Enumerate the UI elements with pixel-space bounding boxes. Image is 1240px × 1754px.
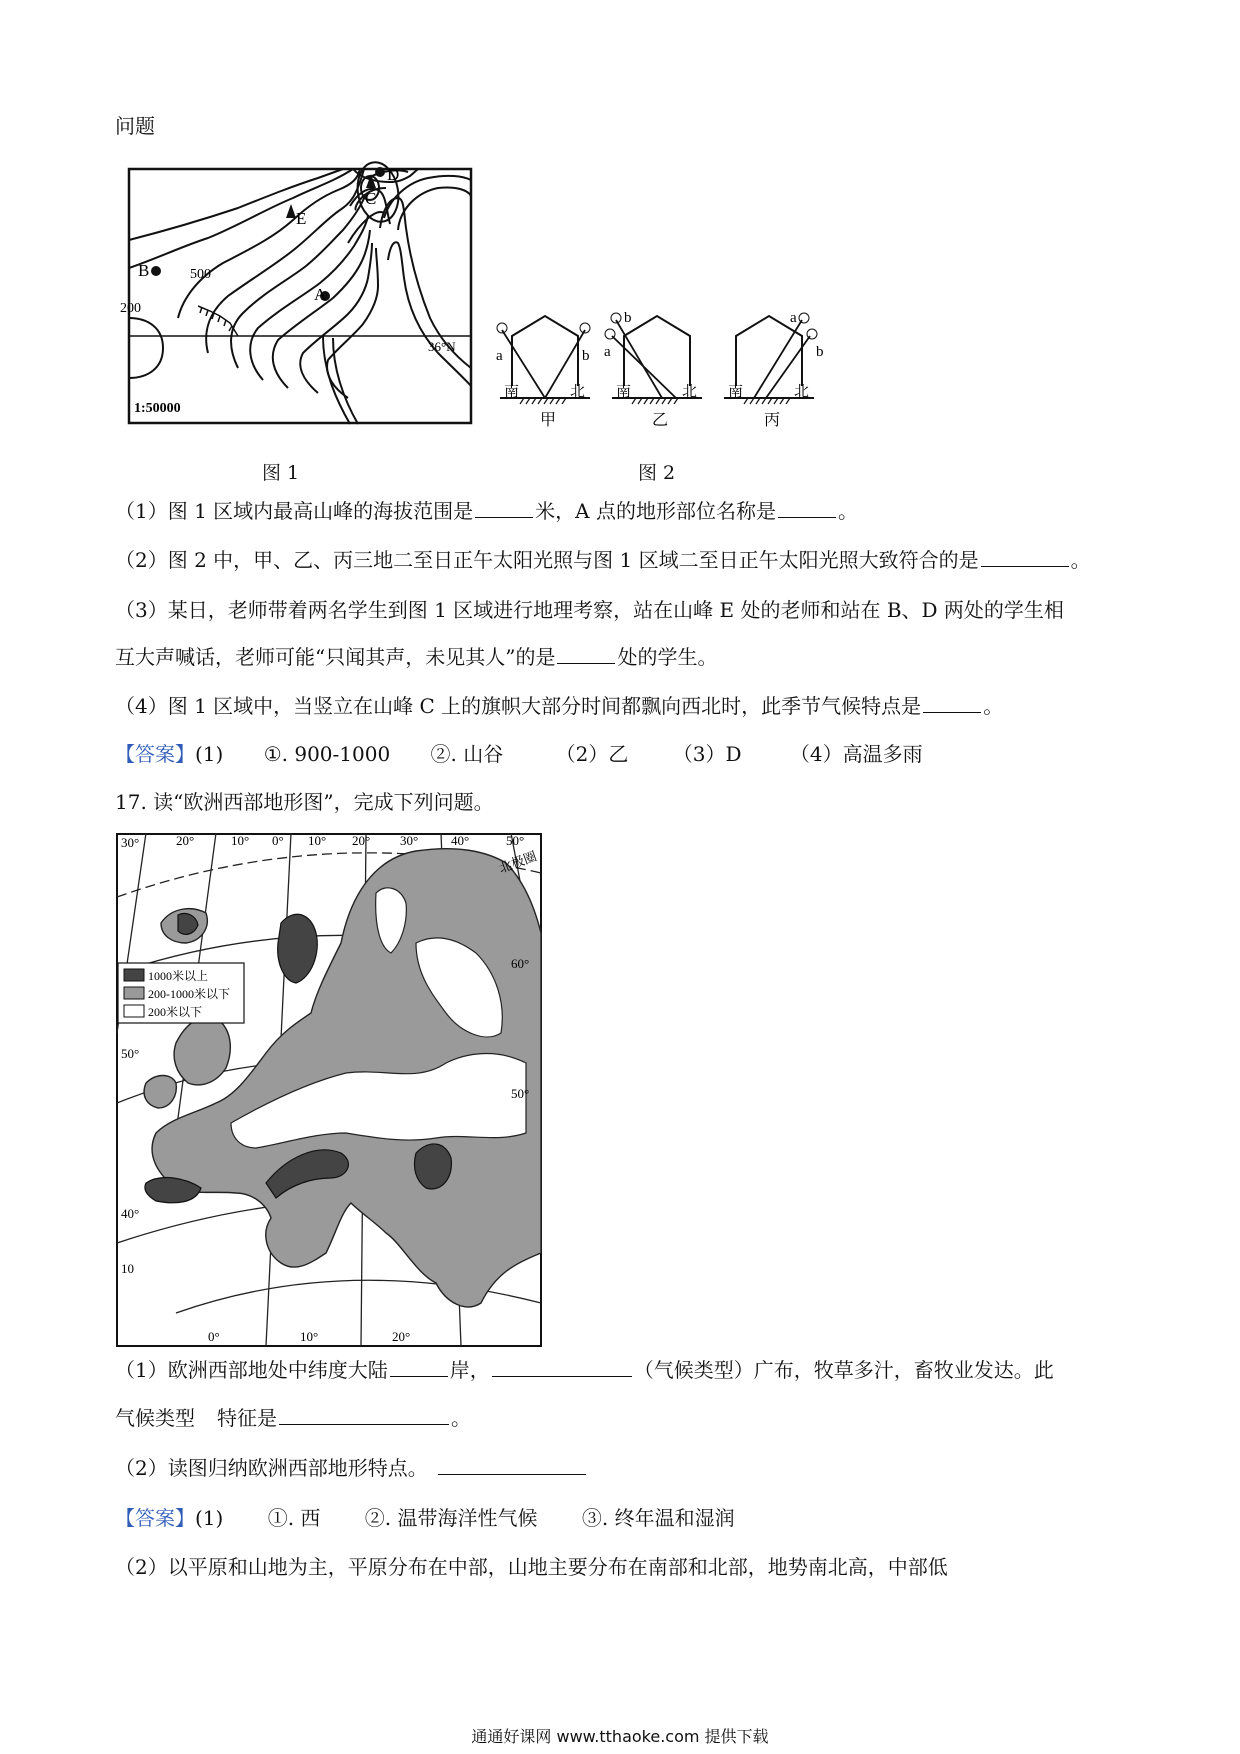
section-heading: 问题 [115, 114, 155, 138]
figure2-panel-jia [496, 316, 590, 429]
svg-text:a: a [496, 348, 503, 364]
svg-text:b: b [624, 310, 632, 326]
svg-text:北极圈: 北极圈 [496, 848, 539, 876]
svg-text:40°: 40° [451, 833, 470, 848]
svg-text:30°: 30° [400, 833, 419, 848]
svg-text:北: 北 [794, 384, 810, 400]
svg-text:50°: 50° [511, 1086, 530, 1101]
q17-sub2: （2）读图归纳欧洲西部地形特点。 [115, 1454, 588, 1482]
svg-text:20°: 20° [176, 833, 195, 848]
figure2-caption: 图 2 [638, 462, 676, 484]
svg-text:b: b [816, 344, 824, 360]
svg-text:乙: 乙 [652, 412, 669, 429]
q16-sub4: （4）图 1 区域中，当竖立在山峰 C 上的旗帜大部分时间都飘向西北时，此季节气候特点是 。 [115, 694, 1004, 718]
q16-sub3-line2: 互大声喊话，老师可能“只闻其声，未见其人”的是 处的学生。 [115, 645, 718, 669]
figure2-sun-diagrams [490, 308, 830, 438]
svg-text:南: 南 [504, 384, 520, 400]
q16-answer: 【答案】(1) ①. 900-1000 ②. 山谷 （2）乙 （3）D （4）高温多雨 [115, 742, 923, 766]
svg-text:北: 北 [682, 384, 698, 400]
q17-answer-line2: （2）以平原和山地为主，平原分布在中部，山地主要分布在南部和北部，地势南北高，中部低 [115, 1555, 948, 1579]
svg-text:200-1000米以下: 200-1000米以下 [148, 987, 230, 1001]
svg-text:a: a [604, 344, 611, 360]
figure2-panel-bing [724, 310, 824, 429]
answer-tag: 【答案】 [115, 1506, 195, 1530]
svg-text:南: 南 [728, 384, 744, 400]
svg-text:a: a [790, 310, 797, 326]
svg-text:丙: 丙 [764, 412, 781, 429]
svg-text:10°: 10° [308, 833, 327, 848]
q16-sub1: （1）图 1 区域内最高山峰的海拔范围是 米，A 点的地形部位名称是 。 [115, 499, 858, 523]
q17-sub1-line2: 气候类型 特征是 。 [115, 1406, 471, 1430]
svg-text:10°: 10° [300, 1329, 319, 1344]
figure2-panel-yi [604, 310, 702, 429]
svg-text:500: 500 [190, 267, 211, 282]
svg-text:200米以下: 200米以下 [148, 1005, 203, 1019]
svg-text:B: B [138, 261, 150, 280]
figure1-contour-map [120, 165, 472, 426]
svg-text:0°: 0° [208, 1329, 220, 1344]
svg-text:20°: 20° [392, 1329, 411, 1344]
svg-text:0°: 0° [272, 833, 284, 848]
map-legend [118, 963, 244, 1023]
answer-tag: 【答案】 [115, 742, 195, 766]
q16-sub2: （2）图 2 中，甲、乙、丙三地二至日正午太阳光照与图 1 区域二至日正午太阳光照大致符合的是 。 [115, 548, 1091, 572]
svg-text:南: 南 [616, 384, 632, 400]
svg-text:E: E [296, 209, 307, 228]
q17-answer-line1: 【答案】(1) ①. 西 ②. 温带海洋性气候 ③. 终年温和湿润 [115, 1506, 735, 1530]
svg-text:20°: 20° [352, 833, 371, 848]
svg-text:10°: 10° [231, 833, 250, 848]
svg-text:50°: 50° [121, 1046, 140, 1061]
svg-text:1000米以上: 1000米以上 [148, 969, 209, 983]
figure1-caption: 图 1 [262, 462, 300, 484]
footer-source: 通通好课网 www.tthaoke.com 提供下载 [471, 1727, 769, 1746]
svg-text:A: A [314, 285, 327, 304]
svg-text:200: 200 [120, 301, 141, 316]
svg-text:甲: 甲 [540, 412, 557, 429]
svg-text:b: b [582, 348, 590, 364]
q17-title: 17. 读“欧洲西部地形图”，完成下列问题。 [115, 790, 494, 814]
svg-text:30°: 30° [121, 835, 140, 850]
q17-sub1-line1: （1）欧洲西部地处中纬度大陆 岸， （气候类型）广布，牧草多汁，畜牧业发达。此 [115, 1358, 1054, 1382]
svg-text:D: D [387, 165, 400, 184]
svg-text:10: 10 [121, 1261, 134, 1276]
svg-text:C: C [365, 189, 377, 208]
svg-text:50°: 50° [506, 833, 525, 848]
svg-text:60°: 60° [511, 956, 530, 971]
svg-text:36°N: 36°N [428, 339, 456, 354]
svg-text:北: 北 [570, 384, 586, 400]
svg-text:1:50000: 1:50000 [134, 401, 181, 416]
figure-europe-terrain-map [116, 833, 542, 1347]
q16-sub3-line1: （3）某日，老师带着两名学生到图 1 区域进行地理考察，站在山峰 E 处的老师和站在 B、D 两处的学生相 [115, 598, 1064, 622]
svg-text:40°: 40° [121, 1206, 140, 1221]
